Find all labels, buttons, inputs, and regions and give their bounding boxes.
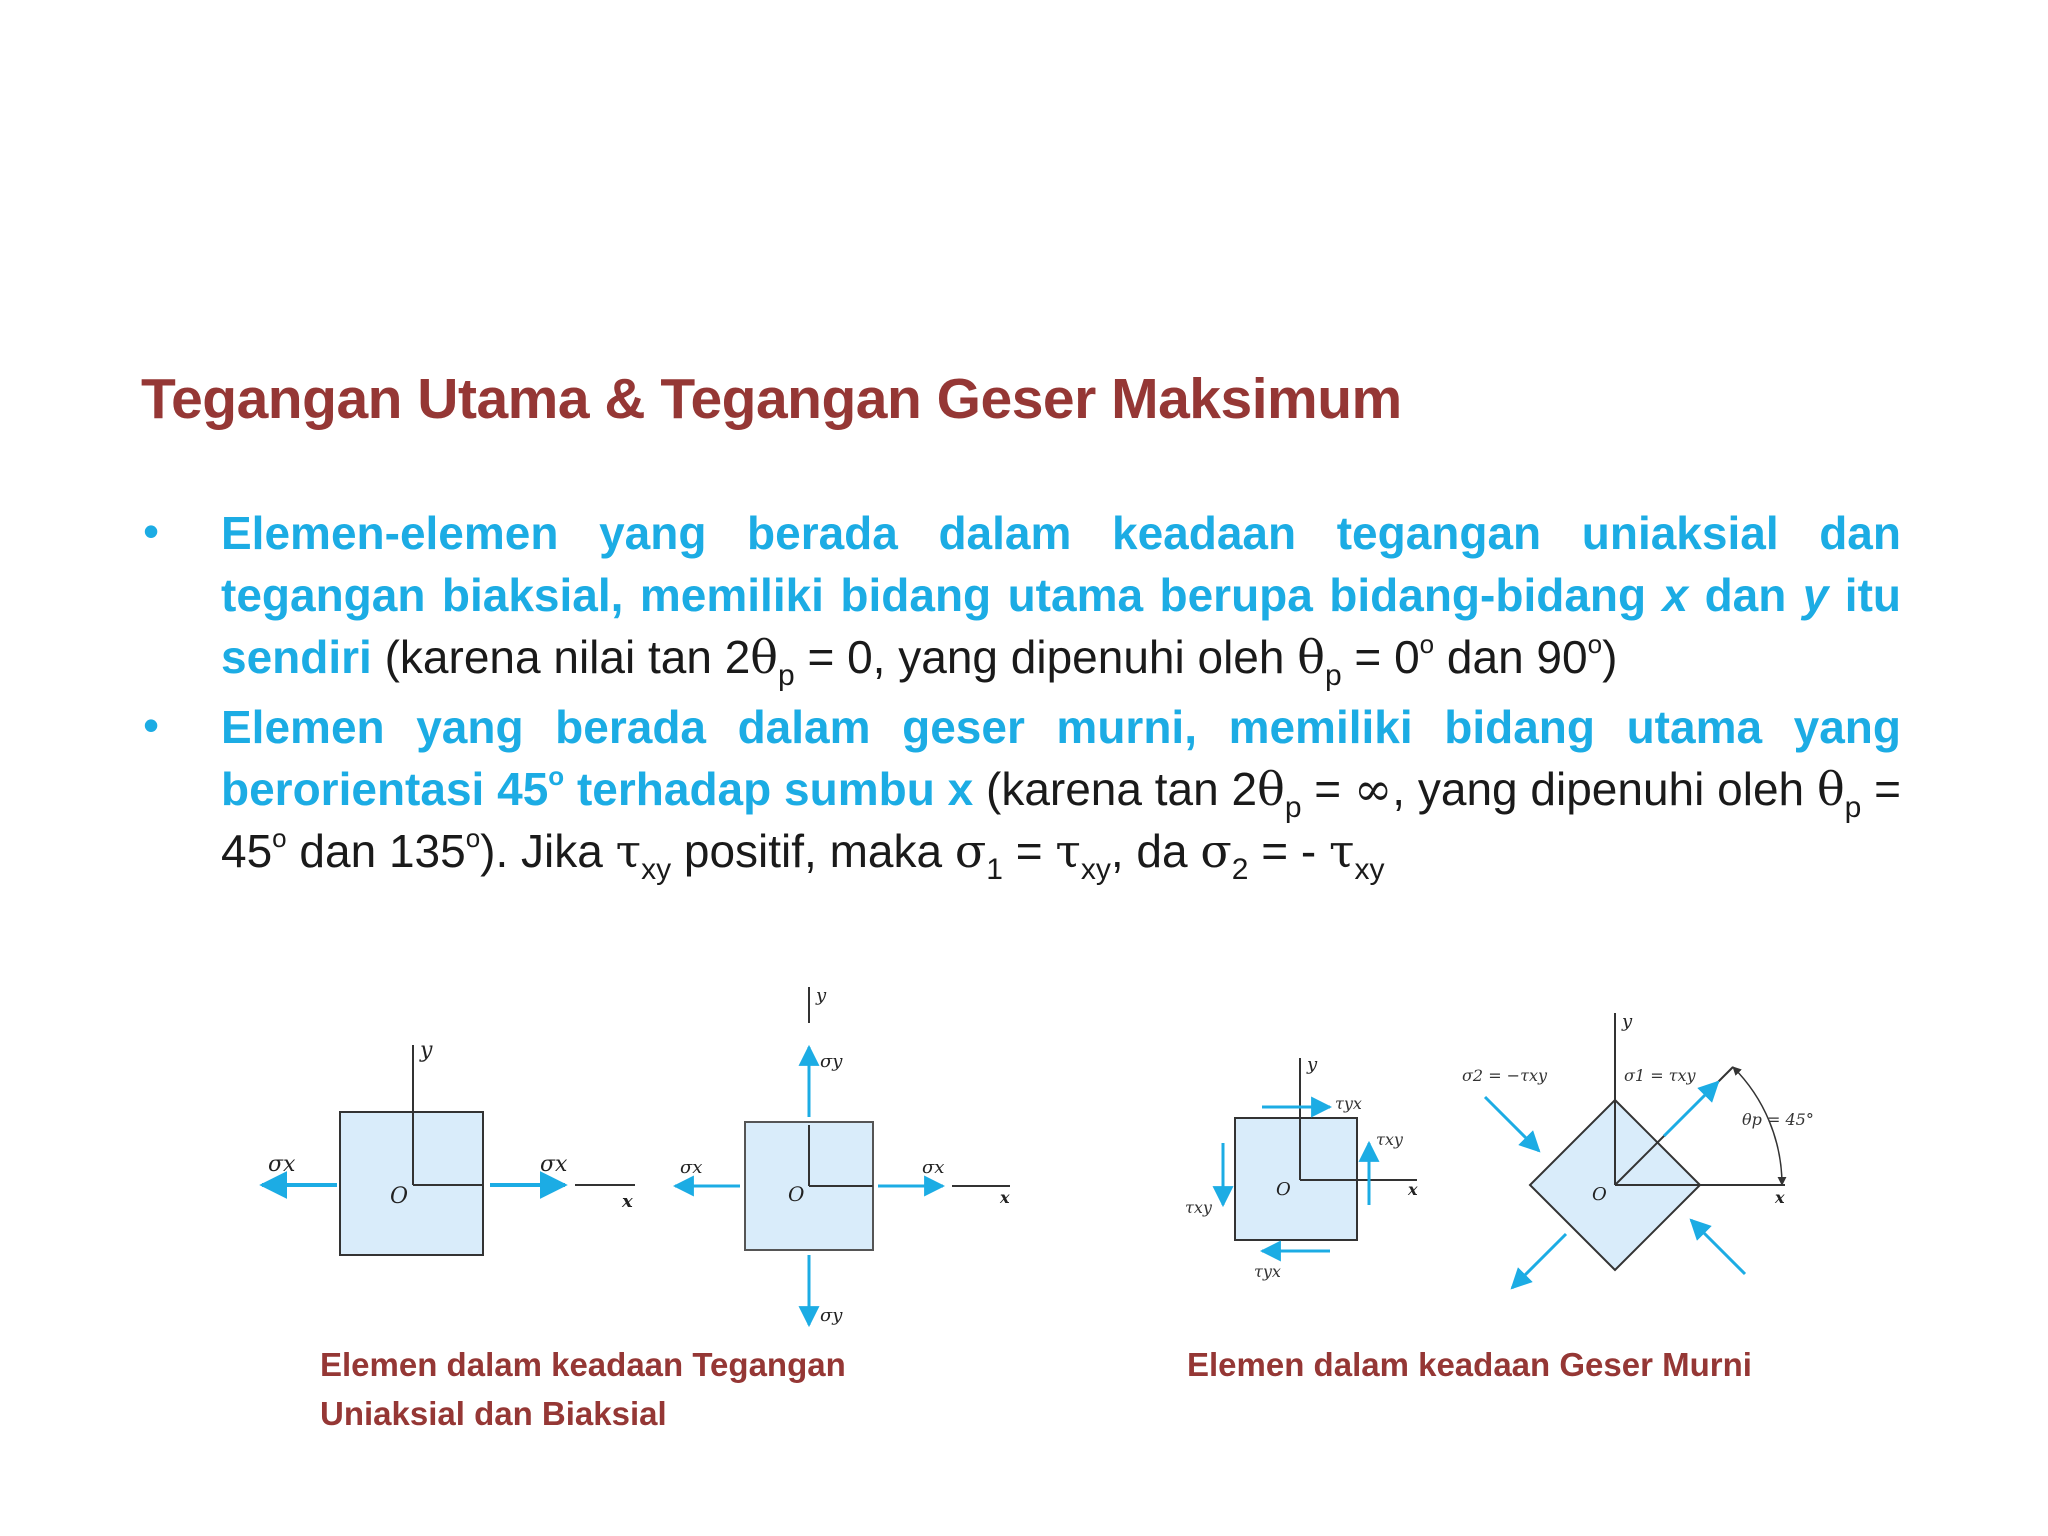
plain-text: = 45 (221, 763, 1901, 877)
slide-title: Tegangan Utama & Tegangan Geser Maksimum (141, 367, 1402, 431)
x-label: x (1408, 1180, 1418, 1199)
theta-symbol: θ (1257, 762, 1285, 816)
plain-text: , da (1110, 825, 1201, 877)
sigma1-tension-arrow-tr (1664, 1082, 1718, 1136)
subscript-2: 2 (1231, 853, 1249, 886)
stress-element-figure (240, 975, 1840, 1340)
bullet-dot-icon: • (143, 505, 160, 557)
biaxial-element (675, 985, 1010, 1326)
sigma-symbol: σ (1200, 824, 1232, 878)
caption-line: Uniaksial dan Biaksial (320, 1395, 667, 1432)
plain-text: ) (1602, 631, 1618, 683)
tau-symbol: τ (1055, 824, 1081, 878)
origin-label: O (1276, 1179, 1291, 1200)
subscript-xy: xy (641, 853, 672, 886)
degree-superscript: o (465, 823, 481, 853)
sigma-x-right-label: σx (540, 1152, 568, 1177)
uniaxial-element (262, 1038, 635, 1255)
theta-p-label: θp = 45° (1742, 1110, 1814, 1129)
sigma-x-right-label: σx (922, 1157, 945, 1178)
plain-text: = 0 (1341, 631, 1420, 683)
y-label: y (420, 1038, 433, 1063)
caption-line: Elemen dalam keadaan Tegangan (320, 1346, 846, 1383)
caption-line: Elemen dalam keadaan Geser Murni (1187, 1346, 1752, 1383)
plain-text: positif, maka (671, 825, 955, 877)
sigma-y-top-label: σy (820, 1051, 843, 1072)
sigma1-tension-arrow-bl (1512, 1234, 1566, 1288)
sigma2-compression-arrow-br (1691, 1220, 1745, 1274)
plain-text: dan 90 (1434, 631, 1588, 683)
tau-symbol: τ (615, 824, 642, 878)
sigma2-compression-arrow-tl (1485, 1097, 1539, 1151)
highlight-text: Elemen yang berada dalam geser murni, memiliki bidang utama yang berorientasi 45 (221, 701, 1901, 815)
bullet-item-uniaxial-biaxial (141, 502, 1901, 692)
origin-label: O (788, 1182, 805, 1206)
uniaxial-square (340, 1112, 483, 1255)
subscript-1: 1 (986, 853, 1003, 886)
axis-x: x (1662, 569, 1689, 621)
y-label: y (1307, 1054, 1318, 1075)
plain-text: = - (1248, 825, 1329, 877)
theta-symbol: θ (750, 630, 778, 684)
sigma1-label: σ1 = τxy (1624, 1066, 1696, 1085)
subscript-xy: xy (1354, 853, 1385, 886)
theta-symbol: θ (1297, 630, 1325, 684)
x-label: x (1000, 1188, 1010, 1207)
degree-superscript: o (548, 761, 565, 791)
tau-yx-bottom-label: τyx (1254, 1262, 1281, 1281)
x-label: x (1775, 1188, 1785, 1207)
subscript-p: p (1844, 791, 1862, 824)
pure-shear-element (1185, 1054, 1418, 1281)
plain-text: = 0, yang dipenuhi oleh (794, 631, 1298, 683)
infinity-symbol: ∞ (1353, 762, 1393, 816)
plain-text: dan 135 (286, 825, 466, 877)
sigma-symbol: σ (954, 824, 987, 878)
degree-superscript: o (1587, 629, 1603, 659)
caption-uniaxial-biaxial (320, 1340, 846, 1438)
highlight-text: terhadap sumbu x (564, 763, 974, 815)
plain-text: = (1301, 763, 1354, 815)
highlight-text: Elemen-elemen yang berada dalam keadaan tegangan uniaksial dan tegangan biaksial, memiliki bidang utama berupa bidang-bidang (221, 507, 1901, 621)
bullet-text (221, 696, 1901, 886)
tau-symbol: τ (1329, 824, 1355, 878)
y-label: y (1622, 1011, 1633, 1032)
degree-superscript: o (272, 823, 287, 853)
bullet-list (141, 502, 1901, 890)
x-label: x (622, 1191, 633, 1212)
caption-pure-shear (1187, 1340, 1752, 1389)
origin-label: O (1592, 1184, 1607, 1205)
subscript-p: p (1324, 659, 1342, 692)
origin-label: O (390, 1184, 409, 1209)
plain-text: (karena tan 2 (973, 763, 1258, 815)
rotated-principal-element (1462, 1011, 1814, 1288)
sigma-y-bottom-label: σy (820, 1305, 843, 1326)
tau-xy-right-label: τxy (1376, 1130, 1403, 1149)
subscript-p: p (1284, 791, 1302, 824)
degree-superscript: o (1419, 629, 1435, 659)
plain-text: (karena nilai tan 2 (371, 631, 751, 683)
sigma2-label: σ2 = −τxy (1462, 1066, 1547, 1085)
bullet-item-pure-shear (141, 696, 1901, 886)
plain-text: = (1002, 825, 1056, 877)
subscript-xy: xy (1080, 853, 1111, 886)
highlight-text-end: itu sendiri (221, 569, 1901, 683)
subscript-p: p (777, 659, 795, 692)
tau-xy-left-label: τxy (1185, 1198, 1212, 1217)
sigma-x-left-label: σx (680, 1157, 703, 1178)
y-label: y (816, 985, 827, 1006)
sigma-x-left-label: σx (268, 1152, 296, 1177)
highlight-text-and: dan (1688, 569, 1803, 621)
bullet-dot-icon: • (143, 699, 160, 751)
theta-symbol: θ (1816, 762, 1845, 816)
bullet-text (221, 502, 1901, 692)
plain-text: ). Jika (480, 825, 616, 877)
axis-y: y (1802, 569, 1829, 621)
tau-yx-top-label: τyx (1335, 1094, 1362, 1113)
plain-text: , yang dipenuhi oleh (1392, 763, 1817, 815)
